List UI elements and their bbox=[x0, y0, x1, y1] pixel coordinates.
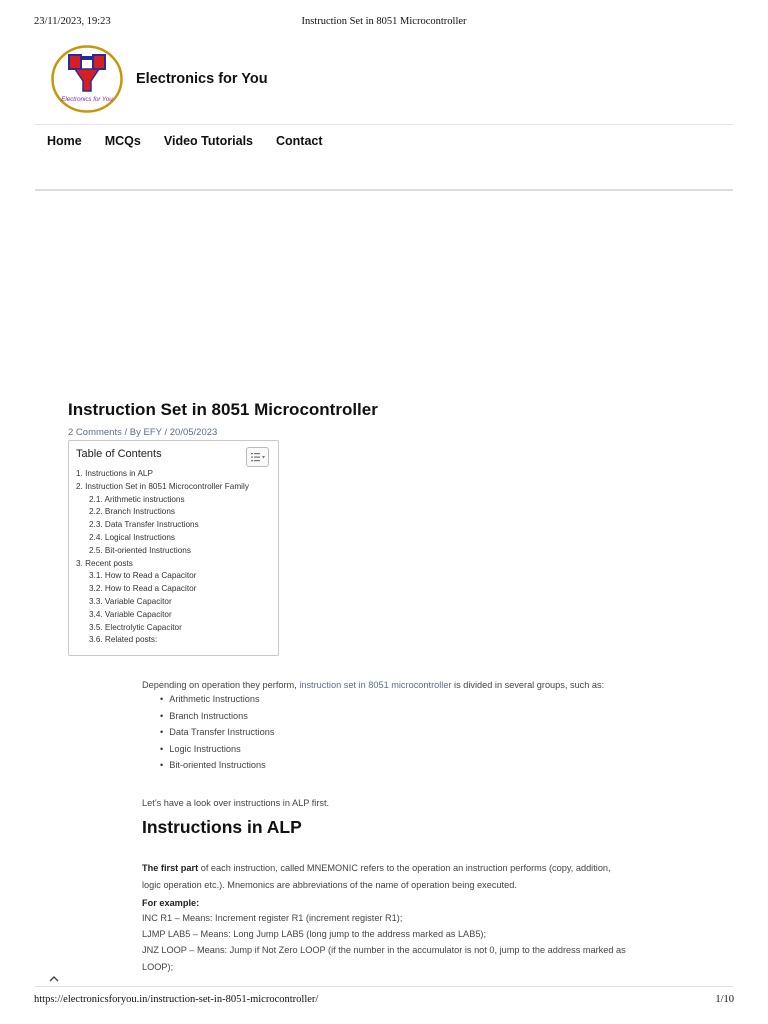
example-line: LJMP LAB5 – Means: Long Jump LAB5 (long jump to the address marked as LAB5); bbox=[142, 929, 487, 940]
meta-separator: / By bbox=[121, 427, 144, 438]
print-footer bbox=[34, 994, 734, 1008]
intro-paragraph bbox=[142, 680, 632, 690]
intro-text: Depending on operation they perform, bbox=[142, 680, 300, 691]
header-divider bbox=[35, 124, 733, 125]
article-date: 20/05/2023 bbox=[169, 427, 218, 438]
toc-list bbox=[76, 468, 249, 647]
site-title[interactable]: Electronics for You bbox=[136, 71, 268, 87]
toc-item[interactable]: 2. Instruction Set in 8051 Microcontroller Family bbox=[76, 481, 249, 491]
paragraph-text: of each instruction, called MNEMONIC refers to the operation an instruction performs (copy, addition, logic operation etc.). Mnemonics are abbreviations of the name of operation being executed. bbox=[142, 863, 611, 891]
section-heading: Instructions in ALP bbox=[142, 817, 302, 837]
print-datetime: 23/11/2023, 19:23 bbox=[34, 16, 111, 27]
toc-item[interactable]: 3. Recent posts bbox=[76, 558, 133, 568]
toc-item[interactable]: 3.2. How to Read a Capacitor bbox=[89, 584, 197, 594]
efy-logo-icon[interactable] bbox=[51, 45, 123, 113]
logo-text: Electronics for You bbox=[61, 96, 113, 103]
table-of-contents bbox=[68, 440, 279, 656]
toc-item[interactable]: 2.5. Bit-oriented Instructions bbox=[89, 545, 191, 555]
author-link[interactable]: EFY bbox=[143, 427, 162, 438]
toc-item[interactable]: 3.3. Variable Capacitor bbox=[89, 596, 172, 606]
chevron-up-icon[interactable] bbox=[44, 973, 64, 987]
page-fold-divider bbox=[35, 986, 733, 987]
example-line: JNZ LOOP – Means: Jump if Not Zero LOOP (if the number in the accumulator is not 0, jump to the address marked as LOOP); bbox=[142, 945, 626, 972]
list-item: • Branch Instructions bbox=[160, 708, 274, 725]
toc-title: Table of Contents bbox=[76, 448, 162, 460]
list-item: • Bit-oriented Instructions bbox=[160, 757, 274, 774]
nav-video-tutorials[interactable]: Video Tutorials bbox=[163, 134, 253, 148]
article-meta bbox=[68, 427, 217, 438]
meta-separator: / bbox=[161, 427, 170, 438]
list-toggle-icon[interactable] bbox=[246, 447, 269, 467]
efy-logo-svg bbox=[51, 45, 123, 113]
print-page-count: 1/10 bbox=[715, 994, 734, 1005]
nav-mcqs[interactable]: MCQs bbox=[104, 134, 141, 148]
examples-block bbox=[142, 910, 632, 975]
toc-item[interactable]: 3.5. Electrolytic Capacitor bbox=[89, 622, 182, 632]
intro-text: is divided in several groups, such as: bbox=[451, 680, 605, 691]
toc-item[interactable]: 3.1. How to Read a Capacitor bbox=[89, 571, 197, 581]
instruction-set-link[interactable]: instruction set in 8051 microcontroller bbox=[299, 680, 452, 691]
comments-link[interactable]: 2 Comments bbox=[68, 427, 122, 438]
toc-item[interactable]: 1. Instructions in ALP bbox=[76, 469, 153, 478]
toc-item[interactable]: 3.6. Related posts: bbox=[89, 635, 158, 645]
chevron-up-svg bbox=[48, 975, 60, 983]
mnemonic-paragraph bbox=[142, 860, 632, 894]
article-title: Instruction Set in 8051 Microcontroller bbox=[68, 400, 378, 419]
toc-item[interactable]: 2.2. Branch Instructions bbox=[89, 507, 176, 517]
print-doc-title: Instruction Set in 8051 Microcontroller bbox=[301, 16, 467, 27]
for-example-label: For example: bbox=[142, 898, 200, 909]
toc-item[interactable]: 2.3. Data Transfer Instructions bbox=[89, 520, 199, 530]
example-line: INC R1 – Means: Increment register R1 (increment register R1); bbox=[142, 913, 403, 923]
list-item: • Arithmetic Instructions bbox=[160, 691, 274, 708]
print-url: https://electronicsforyou.in/instruction-set-in-8051-microcontroller/ bbox=[34, 994, 319, 1005]
nav-divider bbox=[35, 189, 733, 191]
instruction-groups-list bbox=[160, 691, 274, 774]
list-item: • Logic Instructions bbox=[160, 741, 274, 758]
list-item: • Data Transfer Instructions bbox=[160, 724, 274, 741]
toggle-svg bbox=[247, 448, 268, 466]
toc-item[interactable]: 3.4. Variable Capacitor bbox=[89, 609, 172, 619]
lookover-paragraph: Let’s have a look over instructions in ALP first. bbox=[142, 798, 330, 809]
nav-home[interactable]: Home bbox=[47, 134, 82, 148]
toc-item[interactable]: 2.1. Arithmetic instructions bbox=[89, 494, 185, 504]
main-nav bbox=[47, 134, 346, 148]
bold-lead: The first part bbox=[142, 863, 199, 874]
nav-contact[interactable]: Contact bbox=[276, 134, 323, 148]
toc-item[interactable]: 2.4. Logical Instructions bbox=[89, 532, 176, 542]
print-header bbox=[34, 16, 734, 30]
